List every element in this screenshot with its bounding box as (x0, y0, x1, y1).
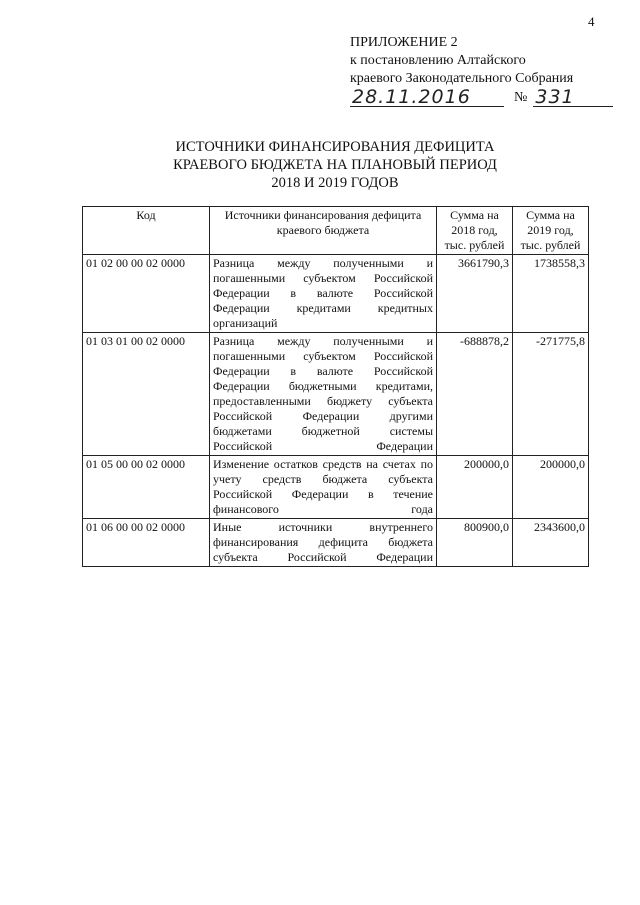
row-code: 01 02 00 00 02 0000 (83, 255, 210, 333)
row-source-name: Разница между полученными и погашенными субъектом Российской Федерации в валюте Российской Федерации бюджетными кредитами, предоставленными бюджету субъекта Российской Федерации другими бюджетами бюджетной системы Российской Федерации (210, 333, 437, 456)
row-code: 01 06 00 00 02 0000 (83, 519, 210, 567)
title-line-2: КРАЕВОГО БЮДЖЕТА НА ПЛАНОВЫЙ ПЕРИОД (173, 157, 497, 173)
appendix-block (350, 34, 613, 107)
appendix-reference: к постановлению Алтайского (350, 53, 526, 68)
appendix-title: ПРИЛОЖЕНИЕ 2 (350, 35, 458, 50)
table-header-row (83, 207, 589, 255)
title-line-3: 2018 И 2019 ГОДОВ (271, 175, 399, 191)
table-row (83, 333, 589, 456)
appendix-issuer: краевого Законодательного Собрания (350, 71, 574, 86)
row-sum-2018: 3661790,3 (437, 255, 513, 333)
document-title (150, 138, 520, 192)
header-sum-2018: Сумма на 2018 год, тыс. рублей (437, 207, 513, 255)
table-row (83, 255, 589, 333)
title-line-1: ИСТОЧНИКИ ФИНАНСИРОВАНИЯ ДЕФИЦИТА (175, 139, 495, 155)
handwritten-number: 331 (533, 88, 613, 107)
header-code: Код (83, 207, 210, 255)
row-source-name: Изменение остатков средств на счетах по учету средств бюджета субъекта Российской Федерации в течение финансового года (210, 456, 437, 519)
handwritten-date: 28.11.2016 (350, 88, 504, 107)
header-source-name: Источники финансирования дефицита краевого бюджета (210, 207, 437, 255)
row-source-name: Разница между полученными и погашенными субъектом Российской Федерации в валюте Российской Федерации кредитами кредитных организаций (210, 255, 437, 333)
row-sum-2018: 800900,0 (437, 519, 513, 567)
row-source-name: Иные источники внутреннего финансирования дефицита бюджета субъекта Российской Федерации (210, 519, 437, 567)
row-sum-2018: 200000,0 (437, 456, 513, 519)
row-sum-2019: 200000,0 (513, 456, 589, 519)
row-sum-2019: 1738558,3 (513, 255, 589, 333)
row-sum-2019: -271775,8 (513, 333, 589, 456)
row-sum-2018: -688878,2 (437, 333, 513, 456)
table-row (83, 456, 589, 519)
appendix-date-number-line (350, 88, 613, 107)
table-row (83, 519, 589, 567)
row-code: 01 03 01 00 02 0000 (83, 333, 210, 456)
header-sum-2019: Сумма на 2019 год, тыс. рублей (513, 207, 589, 255)
page-number: 4 (588, 14, 595, 29)
row-code: 01 05 00 00 02 0000 (83, 456, 210, 519)
number-sign: № (514, 90, 528, 105)
row-sum-2019: 2343600,0 (513, 519, 589, 567)
financing-sources-table (82, 206, 589, 567)
